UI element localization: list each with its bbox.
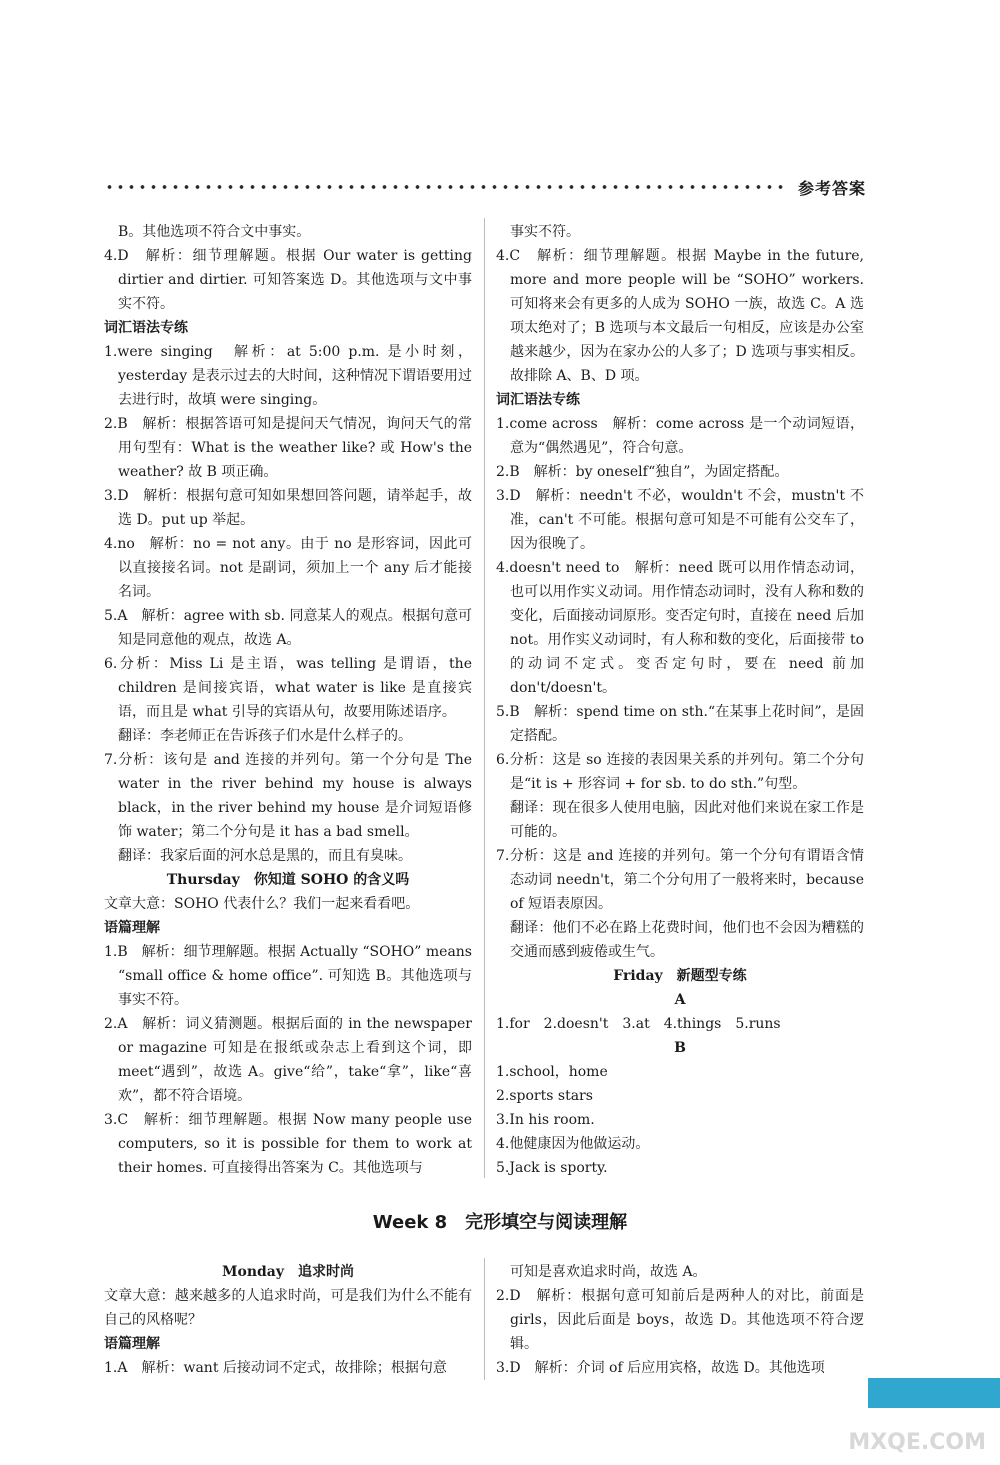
column-left-bottom — [104, 1260, 472, 1380]
page-header — [104, 172, 866, 202]
answer-item: 4.no 解析：no = not any。由于 no 是形容词，因此可以直接接名词。not 是副词，须加上一个 any 后才能接名词。 — [104, 536, 472, 600]
subsection-title: A — [674, 992, 686, 1008]
answer-line: 4.他健康因为他做运动。 — [496, 1136, 650, 1152]
answer-line: 5.Jack is sporty. — [496, 1160, 608, 1176]
answer-line: 2.sports stars — [496, 1088, 593, 1104]
answer-item: 3.C 解析：细节理解题。根据 Now many people use computers, so it is possible for them to work at their homes. 可直接得出答案为 C。其他选项与 — [104, 1112, 472, 1176]
answer-line: 1.school，home — [496, 1064, 608, 1080]
watermark-logo: MXQE.COM — [848, 1430, 986, 1455]
answer-line: B。其他选项不符合文中事实。 — [118, 224, 311, 240]
column-right-bottom — [496, 1260, 864, 1380]
answer-line: 1.for 2.doesn't 3.at 4.things 5.runs — [496, 1016, 781, 1032]
answer-item: 2.B 解析：根据答语可知是提问天气情况，询问天气的常用句型有：What is the weather like? 或 How's the weather? 故 B 项正确。 — [104, 416, 472, 480]
answer-item: 7.分析：这是 and 连接的并列句。第一个分句有谓语含情态动词 needn't，第二个分句用了一般将来时，because of 短语表原因。 — [496, 848, 864, 912]
answer-item: 3.D 解析：介词 of 后应用宾格，故选 D。其他选项 — [496, 1360, 825, 1376]
answer-item: 3.D 解析：根据句意可知如果想回答问题，请举起手，故选 D。put up 举起。 — [104, 488, 472, 528]
section-heading: 词汇语法专练 — [496, 392, 580, 408]
section-heading: 词汇语法专练 — [104, 320, 188, 336]
answer-line: 3.In his room. — [496, 1112, 595, 1128]
answer-item: 1.come across 解析：come across 是一个动词短语，意为“偶然遇见”，符合句意。 — [496, 416, 864, 456]
answer-line: 翻译：现在很多人使用电脑，因此对他们来说在家工作是可能的。 — [510, 800, 864, 840]
subsection-title: Monday 追求时尚 — [221, 1264, 354, 1280]
section-heading: 语篇理解 — [104, 920, 160, 936]
answer-line: 事实不符。 — [510, 224, 580, 240]
answer-item: 2.D 解析：根据句意可知前后是两种人的对比，前面是 girls，因此后面是 boys，故选 D。其他选项不符合逻辑。 — [496, 1288, 864, 1352]
column-left-top — [104, 220, 472, 1180]
answer-line: 翻译：李老师正在告诉孩子们水是什么样子的。 — [118, 728, 412, 744]
header-title: 参考答案 — [797, 178, 866, 198]
column-divider — [484, 218, 485, 1178]
week-title: Week 8 完形填空与阅读理解 — [372, 1212, 628, 1233]
answer-item: 2.A 解析：词义猜测题。根据后面的 in the newspaper or magazine 可知是在报纸或杂志上看到这个词，即 meet“遇到”，故选 A。give“给”，take“拿”，like“喜欢”，都不符合语境。 — [104, 1016, 472, 1104]
dotted-rule — [104, 172, 788, 202]
subsection-title: B — [674, 1040, 686, 1056]
answer-item: 4.doesn't need to 解析：need 既可以用作情态动词，也可以用作实义动词。用作情态动词时，没有人称和数的变化，后面接动词原形。变否定句时，直接在 need 后加 not。用作实义动词时，有人称和数的变化，后面接带 to 的动词不定式。变否定句时，要在 need 前加 don't/doesn't。 — [496, 560, 864, 696]
answer-line: 文章大意：越来越多的人追求时尚，可是我们为什么不能有自己的风格呢？ — [104, 1288, 472, 1328]
answer-item: 5.B 解析：spend time on sth.“在某事上花时间”，是固定搭配。 — [496, 704, 864, 744]
answer-item: 1.A 解析：want 后接动词不定式，故排除；根据句意 — [104, 1360, 447, 1376]
answer-item: 4.C 解析：细节理解题。根据 Maybe in the future, more and more people will be “SOHO” workers. 可知将来会有更多的人成为 SOHO 一族，故选 C。A 选项太绝对了；B 选项与本文最后一句相反，应该是办公室越来越少，因为在家办公的人多了；D 选项与事实相反。故排除 A、B、D 项。 — [496, 248, 864, 384]
answer-item: 5.A 解析：agree with sb. 同意某人的观点。根据句意可知是同意他的观点，故选 A。 — [104, 608, 472, 648]
answer-item: 6.分析：Miss Li 是主语，was telling 是谓语，the children 是间接宾语，what water is like 是直接宾语，而且是 what 引导的宾语从句，故要用陈述语序。 — [104, 656, 472, 720]
answer-item: 1.were singing 解析：at 5:00 p.m. 是小时刻，yesterday 是表示过去的大时间，这种情况下谓语要用过去进行时，故填 were singing。 — [104, 344, 472, 408]
page-tab-marker — [868, 1378, 1000, 1408]
section-heading: 语篇理解 — [104, 1336, 160, 1352]
answer-item: 7.分析：该句是 and 连接的并列句。第一个分句是 The water in the river behind my house is always black，in the river behind my house 是介词短语修饰 water；第二个分句是 it has a bad smell。 — [104, 752, 472, 840]
answer-line: 文章大意：SOHO 代表什么？我们一起来看看吧。 — [104, 896, 420, 912]
column-divider-bottom — [484, 1258, 485, 1380]
answer-line: 翻译：我家后面的河水总是黑的，而且有臭味。 — [118, 848, 412, 864]
column-right-top — [496, 220, 864, 1180]
answer-item: 2.B 解析：by oneself“独自”，为固定搭配。 — [496, 464, 789, 480]
subsection-title: Thursday 你知道 SOHO 的含义吗 — [166, 872, 410, 888]
answer-item: 6.分析：这是 so 连接的表因果关系的并列句。第二个分句是“it is + 形容词 + for sb. to do sth.”句型。 — [496, 752, 864, 792]
subsection-title: Friday 新题型专练 — [613, 968, 747, 984]
answer-line: 翻译：他们不必在路上花费时间，他们也不会因为糟糕的交通而感到疲倦或生气。 — [510, 920, 864, 960]
answer-item: 3.D 解析：needn't 不必，wouldn't 不会，mustn't 不准，can't 不可能。根据句意可知是不可能有公交车了，因为很晚了。 — [496, 488, 864, 552]
answer-item: 4.D 解析：细节理解题。根据 Our water is getting dirtier and dirtier. 可知答案选 D。其他选项与文中事实不符。 — [104, 248, 472, 312]
answer-item: 1.B 解析：细节理解题。根据 Actually “SOHO” means “small office & home office”. 可知选 B。其他选项与事实不符。 — [104, 944, 472, 1008]
answer-line: 可知是喜欢追求时尚，故选 A。 — [510, 1264, 707, 1280]
